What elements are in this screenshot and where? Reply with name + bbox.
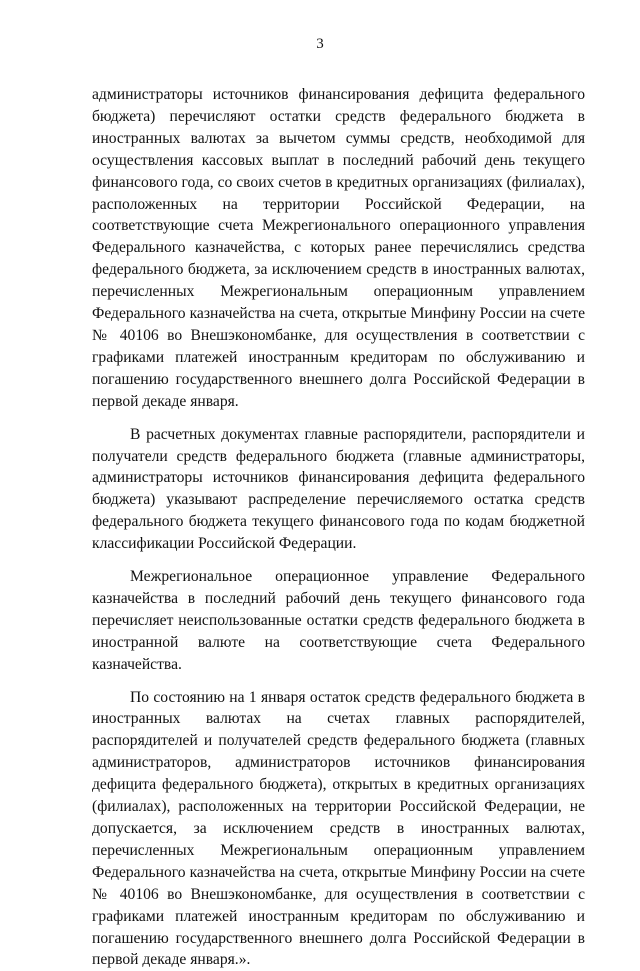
document-body [92,84,585,971]
paragraph-2: В расчетных документах главные распорядители, распорядители и получатели средств федерального бюджета (главные администраторы, администраторы источников финансирования дефицита федерального бюджета) указывают распределение перечисляемого остатка средств федерального бюджета текущего финансового года по кодам бюджетной классификации Российской Федерации. [92,425,585,553]
page-number: 3 [316,36,324,52]
paragraph-3: Межрегиональное операционное управление Федерального казначейства в последний рабочий день текущего финансового года перечисляет неиспользованные остатки средств федерального бюджета в иностранной валюте на соответствующие счета Федерального казначейства. [92,568,585,673]
paragraph-4: По состоянию на 1 января остаток средств федерального бюджета в иностранных валютах на счетах главных распорядителей, распорядителей и получателей средств федерального бюджета (главных администраторов, администраторов источников финансирования дефицита федерального бюджета), открытых в кредитных организациях (филиалах), расположенных на территории Российской Федерации, не допускается, за исключением средств в иностранных валютах, перечисленных Межрегиональным операционным управлением Федерального казначейства на счета, открытые Минфину России на счете № 40106 во Внешэкономбанке, для осуществления в соответствии с графиками платежей иностранным кредиторам по обслуживанию и погашению государственного внешнего долга Российской Федерации в первой декаде января.». [92,688,585,969]
paragraph-1: администраторы источников финансирования дефицита федерального бюджета) перечисляют остатки средств федерального бюджета в иностранных валютах за вычетом суммы средств, необходимой для осуществления кассовых выплат в последний рабочий день текущего финансового года, со своих счетов в кредитных организациях (филиалах), расположенных на территории Российской Федерации, на соответствующие счета Межрегионального операционного управления Федерального казначейства, с которых ранее перечислялись средства федерального бюджета, за исключением средств в иностранных валютах, перечисленных Межрегиональным операционным управлением Федерального казначейства на счета, открытые Минфину России на счете № 40106 во Внешэкономбанке, для осуществления в соответствии с графиками платежей иностранным кредиторам по обслуживанию и погашению государственного внешнего долга Российской Федерации в первой декаде января. [92,86,585,410]
